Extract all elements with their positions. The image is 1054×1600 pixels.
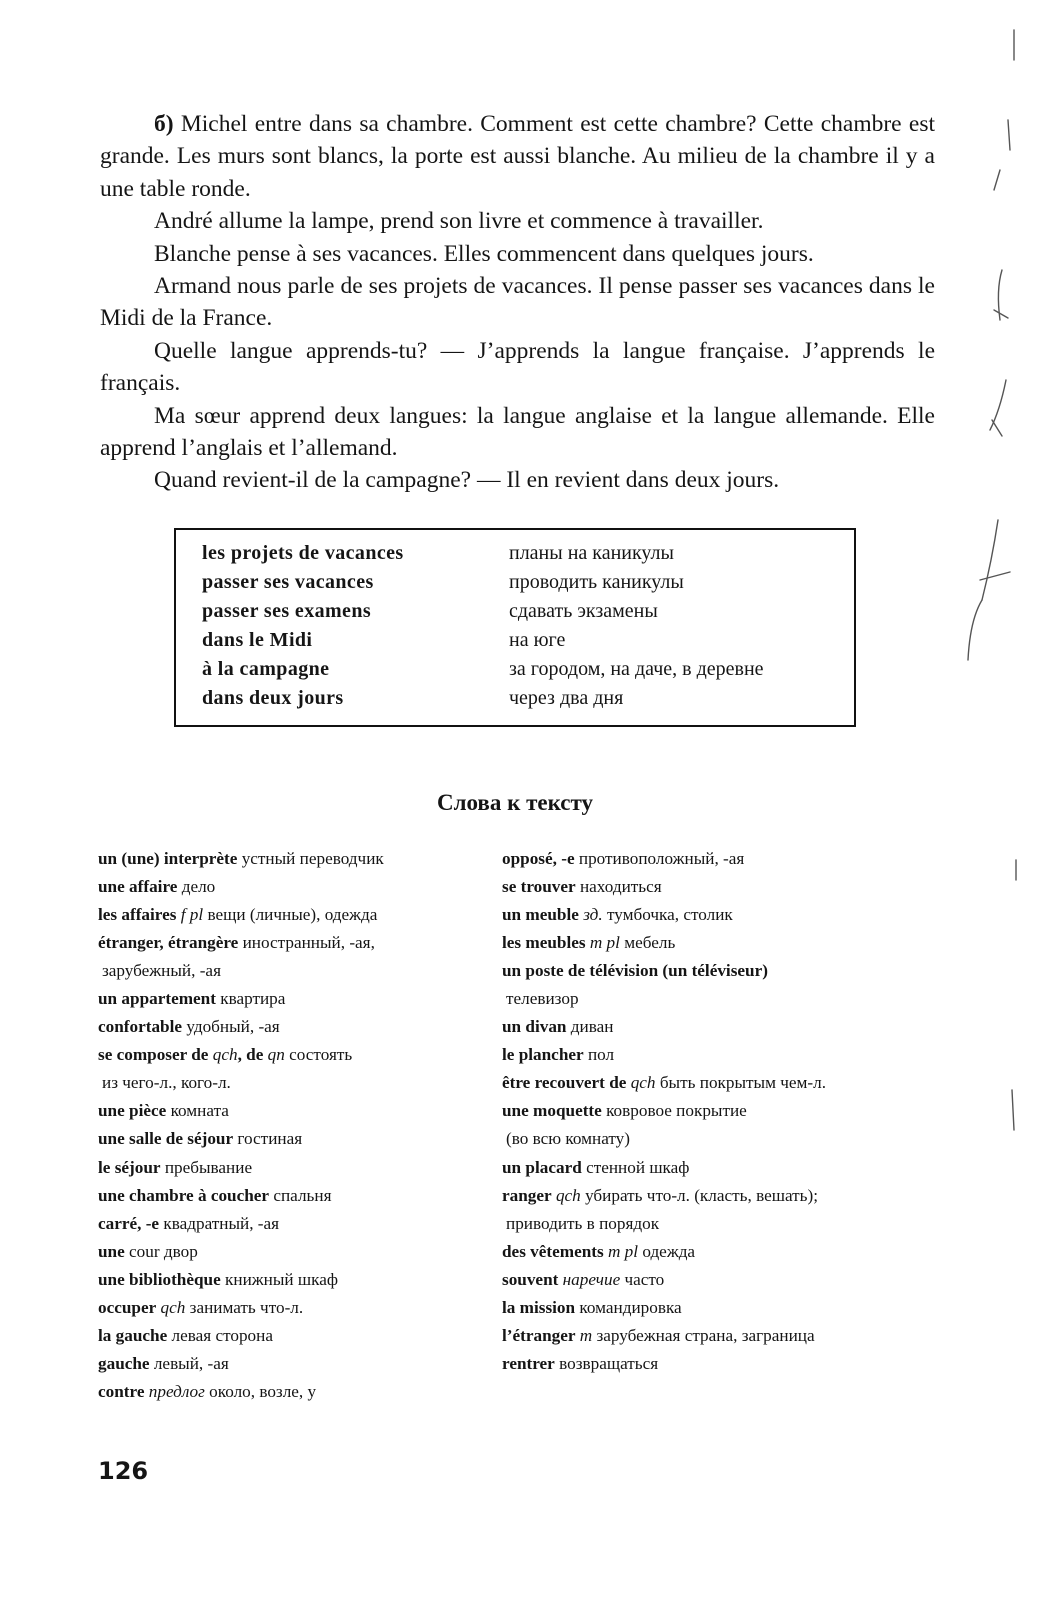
vocab-headword: un poste de télévision (un téléviseur) [502, 961, 768, 981]
vocab-headword: les meubles [502, 933, 586, 953]
vocab-entry [98, 1125, 478, 1153]
vocab-entry-continuation [98, 1069, 478, 1097]
vocab-translation: устный переводчик [237, 849, 384, 868]
vocab-translation: квартира [215, 989, 286, 1009]
vocab-headword: se composer de [98, 1045, 209, 1065]
vocab-entry [98, 1266, 478, 1294]
vocab-entry [502, 1322, 922, 1350]
vocab-translation: из чего-л., кого-л. [102, 1073, 231, 1093]
vocab-headword: un (une) interprète [98, 849, 238, 868]
vocab-headword: contre [98, 1381, 145, 1401]
vocab-headword: se trouver [502, 877, 576, 897]
vocab-translation: возвращаться [554, 1353, 659, 1373]
vocab-translation: противоположный, -ая [574, 849, 745, 868]
expression-row [176, 600, 854, 629]
vocab-headword: une [98, 1241, 125, 1261]
vocab-entry-continuation [502, 1125, 922, 1153]
vocab-entry [502, 1041, 922, 1069]
vocab-headword: opposé, -e [502, 849, 575, 868]
vocab-grammar-note: m pl [603, 1241, 639, 1261]
vocab-entry [98, 1378, 478, 1406]
expression-french: à la campagne [202, 658, 330, 680]
vocab-grammar-note: qn [263, 1045, 285, 1065]
expression-russian: через два дня [509, 687, 624, 709]
vocab-entry [98, 1294, 478, 1322]
vocab-translation: часто [620, 1269, 665, 1289]
paragraph: Quelle langue apprends-tu? — J’apprends la langue française. J’apprends le français. [100, 337, 935, 397]
scan-margin-artifacts [950, 0, 1054, 1600]
vocab-entry [98, 1041, 478, 1069]
vocab-translation: ковровое покрытие [601, 1101, 747, 1121]
vocab-entry [98, 1013, 478, 1041]
expression-russian: планы на каникулы [509, 542, 674, 564]
vocab-translation: зарубежный, -ая [102, 961, 221, 981]
vocabulary-column-left [98, 845, 478, 1406]
paragraph [100, 108, 935, 205]
vocab-entry-continuation [502, 985, 922, 1013]
vocab-headword: des vêtements [502, 1241, 604, 1261]
vocab-headword: étranger, étrangère [98, 933, 239, 953]
vocab-grammar-note: qch [208, 1045, 238, 1065]
vocab-entry [502, 1238, 922, 1266]
vocab-translation: зарубежная страна, заграница [592, 1325, 815, 1345]
expression-french: les projets de vacances [202, 542, 404, 564]
vocab-headword: une moquette [502, 1101, 602, 1121]
expression-french: dans deux jours [202, 687, 344, 709]
vocab-translation: вещи (личные), одежда [203, 905, 378, 925]
vocab-entry [502, 901, 922, 929]
vocab-translation: мебель [619, 933, 676, 953]
vocab-entry [98, 1182, 478, 1210]
vocab-grammar-note: зд. [578, 905, 603, 925]
vocab-entry [502, 1182, 922, 1210]
vocab-grammar-note: f pl [176, 905, 204, 925]
vocab-translation: левая сторона [167, 1325, 273, 1345]
vocab-entry [98, 845, 478, 873]
vocab-headword: carré, -e [98, 1213, 160, 1233]
vocab-entry [98, 1097, 478, 1125]
page-number: 126 [98, 1457, 149, 1485]
expression-russian: на юге [509, 629, 566, 651]
expression-russian: проводить каникулы [509, 571, 684, 593]
vocab-headword: gauche [98, 1353, 150, 1373]
vocab-entry [502, 1154, 922, 1182]
vocab-translation: (во всю комнату) [506, 1129, 630, 1149]
vocab-headword: une chambre à coucher [98, 1185, 270, 1205]
vocab-translation: одежда [638, 1241, 696, 1261]
vocab-headword: une affaire [98, 877, 178, 897]
expression-french: dans le Midi [202, 629, 313, 651]
vocab-entry-continuation [98, 957, 478, 985]
vocab-translation: квадратный, -ая [159, 1213, 280, 1233]
expression-french: passer ses examens [202, 600, 372, 622]
vocab-grammar-note: qch [156, 1297, 186, 1317]
vocab-headword: souvent [502, 1269, 559, 1289]
vocab-grammar-note: предлог [144, 1381, 205, 1401]
vocab-translation: стенной шкаф [581, 1157, 690, 1177]
expression-row [176, 687, 854, 716]
vocab-entry [502, 1350, 922, 1378]
vocab-entry [502, 1069, 922, 1097]
vocab-headword: être recouvert de [502, 1073, 627, 1093]
vocab-grammar-note: m pl [585, 933, 620, 953]
vocab-headword: un appartement [98, 989, 216, 1009]
vocab-entry [502, 957, 922, 985]
vocab-translation: пребывание [160, 1157, 253, 1177]
vocab-headword: un placard [502, 1157, 582, 1177]
exercise-label: б) [154, 111, 174, 137]
expression-row [176, 571, 854, 600]
vocab-translation: телевизор [506, 989, 579, 1009]
vocab-entry [98, 1322, 478, 1350]
vocab-headword: une bibliothèque [98, 1269, 221, 1289]
vocab-entry [98, 1154, 478, 1182]
paragraph: Quand revient-il de la campagne? — Il en revient dans deux jours. [154, 467, 780, 494]
vocab-headword: rentrer [502, 1353, 555, 1373]
vocab-entry [98, 1238, 478, 1266]
vocab-translation: убирать что-л. (класть, вешать); [580, 1185, 818, 1205]
expression-russian: за городом, на даче, в деревне [509, 658, 764, 680]
vocab-translation: спальня [269, 1185, 332, 1205]
reading-text [100, 108, 935, 497]
vocab-headword: une salle de séjour [98, 1129, 234, 1149]
vocab-translation: приводить в порядок [506, 1213, 660, 1233]
expression-french: passer ses vacances [202, 571, 374, 593]
vocab-grammar-note: qch [551, 1185, 581, 1205]
vocab-translation: пол [583, 1045, 615, 1065]
vocab-headword: ranger [502, 1185, 552, 1205]
vocab-headword: occuper [98, 1297, 157, 1317]
vocab-entry [502, 873, 922, 901]
paragraph: Blanche pense à ses vacances. Elles commencent dans quelques jours. [154, 240, 814, 267]
vocabulary-title: Слова к тексту [436, 790, 593, 815]
paragraph: Ma sœur apprend deux langues: la langue anglaise et la langue allemande. Elle apprend l’anglais et l’allemand. [100, 402, 935, 462]
vocab-translation: cour двор [124, 1241, 198, 1261]
vocab-entry [98, 901, 478, 929]
vocab-translation: командировка [575, 1297, 682, 1317]
vocab-entry [502, 929, 922, 957]
vocabulary-column-right [502, 845, 922, 1378]
expression-row [176, 542, 854, 571]
vocab-headword: les affaires [98, 905, 177, 925]
vocab-translation: дело [177, 877, 216, 897]
vocab-entry [502, 1266, 922, 1294]
vocab-entry [502, 1097, 922, 1125]
vocab-translation: тумбочка, столик [602, 905, 733, 925]
vocab-translation: около, возле, у [204, 1381, 317, 1401]
vocab-headword: le plancher [502, 1045, 584, 1065]
vocab-translation: книжный шкаф [220, 1269, 338, 1289]
vocab-entry [502, 1294, 922, 1322]
paragraph: Armand nous parle de ses projets de vacances. Il pense passer ses vacances dans le Midi de la France. [100, 273, 935, 332]
vocab-headword: confortable [98, 1017, 183, 1037]
vocab-translation: состоять [284, 1045, 353, 1065]
vocab-grammar-note: m [575, 1325, 593, 1345]
vocab-entry [98, 873, 478, 901]
vocab-headword: le séjour [98, 1157, 161, 1177]
vocab-grammar-note: qch [626, 1073, 656, 1093]
vocab-translation: удобный, -ая [182, 1017, 280, 1037]
vocab-translation: гостиная [233, 1129, 303, 1149]
vocab-entry [98, 1350, 478, 1378]
vocab-entry [502, 1013, 922, 1041]
expressions-box [174, 528, 856, 727]
vocab-headword: un divan [502, 1017, 567, 1037]
vocab-headword: un meuble [502, 905, 579, 925]
vocab-translation: комната [166, 1101, 229, 1121]
expression-row [176, 629, 854, 658]
vocab-headword: , de [237, 1045, 264, 1065]
vocab-entry [98, 985, 478, 1013]
vocab-entry [98, 929, 478, 957]
vocab-headword: la gauche [98, 1325, 168, 1345]
vocab-entry [502, 845, 922, 873]
vocab-headword: une pièce [98, 1101, 167, 1121]
expression-row [176, 658, 854, 687]
vocab-entry-continuation [502, 1210, 922, 1238]
vocab-translation: занимать что-л. [185, 1297, 304, 1317]
vocab-translation: диван [566, 1017, 614, 1037]
expression-russian: сдавать экзамены [509, 600, 658, 622]
vocab-headword: la mission [502, 1297, 576, 1317]
vocab-translation: иностранный, -ая, [238, 933, 375, 953]
paragraph: André allume la lampe, prend son livre et commence à travailler. [154, 208, 764, 235]
vocab-translation: находиться [575, 877, 662, 897]
vocab-headword: l’étranger [502, 1325, 576, 1345]
vocab-entry [98, 1210, 478, 1238]
vocab-grammar-note: наречие [558, 1269, 621, 1289]
vocab-translation: левый, -ая [149, 1353, 229, 1373]
vocab-translation: быть покрытым чем-л. [655, 1073, 827, 1093]
paragraph-text: Michel entre dans sa chambre. Comment est cette chambre? Cette chambre est grande. Les murs sont blancs, la porte est aussi blanche. Au milieu de la chambre il y a une table ronde. [100, 111, 936, 202]
